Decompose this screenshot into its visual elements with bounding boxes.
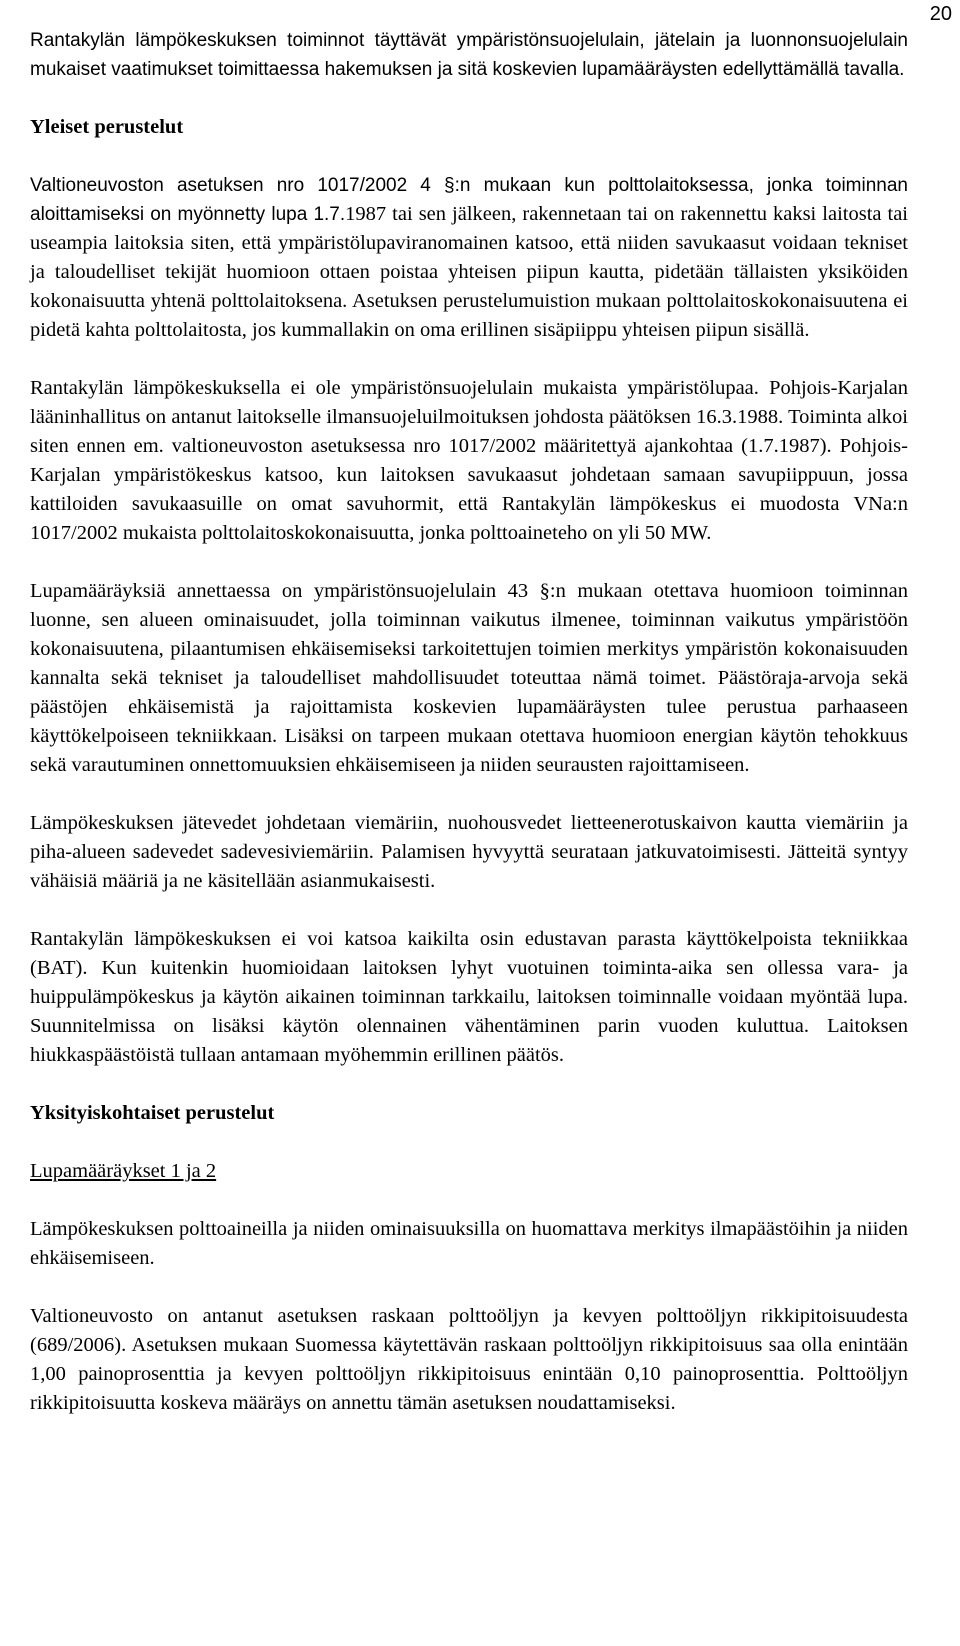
spacer	[30, 1186, 908, 1215]
paragraph-combustion-plant-rest: 1987 tai sen jälkeen, rakennetaan tai on rakennettu kaksi laitosta tai useampia laitoksia siten, että ympäristölupaviranomainen katsoo, että niiden savukaasut voidaan tekniset ja taloudelliset tekijät huomioon ottaen poistaa yhteisen piipun kautta, pidetään tällaisten yksiköiden kokonaisuutta yhtenä polttolaitoksena. Asetuksen perustelumuistion mukaan polttolaitoskokonaisuutena ei pidetä kahta polttolaitosta, jos kummallakin on oma erillinen sisäpiippu yhteisen piipun sisällä.	[30, 203, 908, 341]
paragraph-bat: Rantakylän lämpökeskuksen ei voi katsoa kaikilta osin edustavan parasta käyttökelpoista tekniikkaa (BAT). Kun kuitenkin huomioidaan laitoksen lyhyt vuotuinen toiminta-aika sen ollessa vara- ja huippulämpökeskus ja käytön aikainen toiminnan tarkkailu, laitoksen toiminnalle voidaan myöntää lupa. Suunnitelmissa on lisäksi käytön olennainen vähentäminen parin vuoden kuluttua. Laitoksen hiukkaspäästöistä tullaan antamaan myöhemmin erillinen päätös.	[30, 928, 908, 1066]
section-heading-specific: Yksityiskohtaiset perustelut	[30, 1102, 275, 1124]
spacer	[30, 548, 908, 577]
spacer	[30, 896, 908, 925]
spacer	[30, 1273, 908, 1302]
spacer	[30, 1128, 908, 1157]
subsection-heading: Lupamääräykset 1 ja 2	[30, 1160, 217, 1182]
paragraph-permit-requirements: Lupamääräyksiä annettaessa on ympäristönsuojelulain 43 §:n mukaan otettava huomioon toiminnan luonne, sen alueen ominaisuudet, jolla toiminnan vaikutus ilmenee, toiminnan vaikutus ympäristöön kokonaisuutena, pilaantumisen ehkäisemiseksi tarkoitettujen toimien merkitys ympäristön kokonaisuuden kannalta sekä tekniset ja taloudelliset mahdollisuudet toteuttaa nämä toimet. Päästöraja-arvoja sekä päästöjen ehkäisemistä ja rajoittamista koskevien lupamääräysten tulee perustua parhaaseen käyttökelpoiseen tekniikkaan. Lisäksi on tarpeen mukaan otettava huomioon energian käytön tehokkuus sekä varautuminen onnettomuuksien ehkäisemiseen ja niiden seurausten rajoittamiseen.	[30, 580, 908, 776]
paragraph-sulphur-content: Valtioneuvosto on antanut asetuksen raskaan polttoöljyn ja kevyen polttoöljyn rikkipitoisuudesta (689/2006). Asetuksen mukaan Suomessa käytettävän raskaan polttoöljyn rikkipitoisuus saa olla enintään 1,00 painoprosenttia ja kevyen polttoöljyn rikkipitoisuus enintään 0,10 painoprosenttia. Polttoöljyn rikkipitoisuutta koskeva määräys on annettu tämän asetuksen noudattamiseksi.	[30, 1305, 908, 1414]
intro-paragraph: Rantakylän lämpökeskuksen toiminnot täyttävät ympäristönsuojelulain, jätelain ja luonnonsuojelulain mukaiset vaatimukset toimittaessa hakemuksen ja sitä koskevien lupamääräysten edellyttämällä tavalla.	[30, 30, 908, 80]
paragraph-fuels: Lämpökeskuksen polttoaineilla ja niiden ominaisuuksilla on huomattava merkitys ilmapäästöihin ja niiden ehkäisemiseen.	[30, 1218, 908, 1269]
paragraph-combustion-plant-start: Valtioneuvoston asetuksen nro 1017/2002 4 §:n mukaan kun polttolaitoksessa, jonka toiminnan aloittamiseksi on myönnetty lupa 1.7.	[30, 175, 908, 225]
paragraph-combustion-plant	[30, 171, 908, 345]
spacer	[30, 84, 908, 113]
document-body	[30, 26, 908, 1418]
section-heading-general: Yleiset perustelut	[30, 116, 184, 138]
paragraph-permit-status: Rantakylän lämpökeskuksella ei ole ympäristönsuojelulain mukaista ympäristölupaa. Pohjois-Karjalan lääninhallitus on antanut laitokselle ilmansuojeluilmoituksen johdosta päätöksen 16.3.1988. Toiminta alkoi siten ennen em. valtioneuvoston asetuksessa nro 1017/2002 määritettyä ajankohtaa (1.7.1987). Pohjois-Karjalan ympäristökeskus katsoo, kun laitoksen savukaasut johdetaan samaan savupiippuun, jossa kattiloiden savukaasuille on omat savuhormit, että Rantakylän lämpökeskus ei muodosta VNa:n 1017/2002 mukaista polttolaitoskokonaisuutta, jonka polttoaineteho on yli 50 MW.	[30, 377, 908, 544]
spacer	[30, 142, 908, 171]
spacer	[30, 780, 908, 809]
paragraph-wastewater: Lämpökeskuksen jätevedet johdetaan viemäriin, nuohousvedet lietteenerotuskaivon kautta viemäriin ja piha-alueen sadevedet sadevesiviemäriin. Palamisen hyvyyttä seurataan jatkuvatoimisesti. Jätteitä syntyy vähäisiä määriä ja ne käsitellään asianmukaisesti.	[30, 812, 908, 892]
spacer	[30, 1070, 908, 1099]
spacer	[30, 345, 908, 374]
page-number: 20	[929, 3, 952, 25]
